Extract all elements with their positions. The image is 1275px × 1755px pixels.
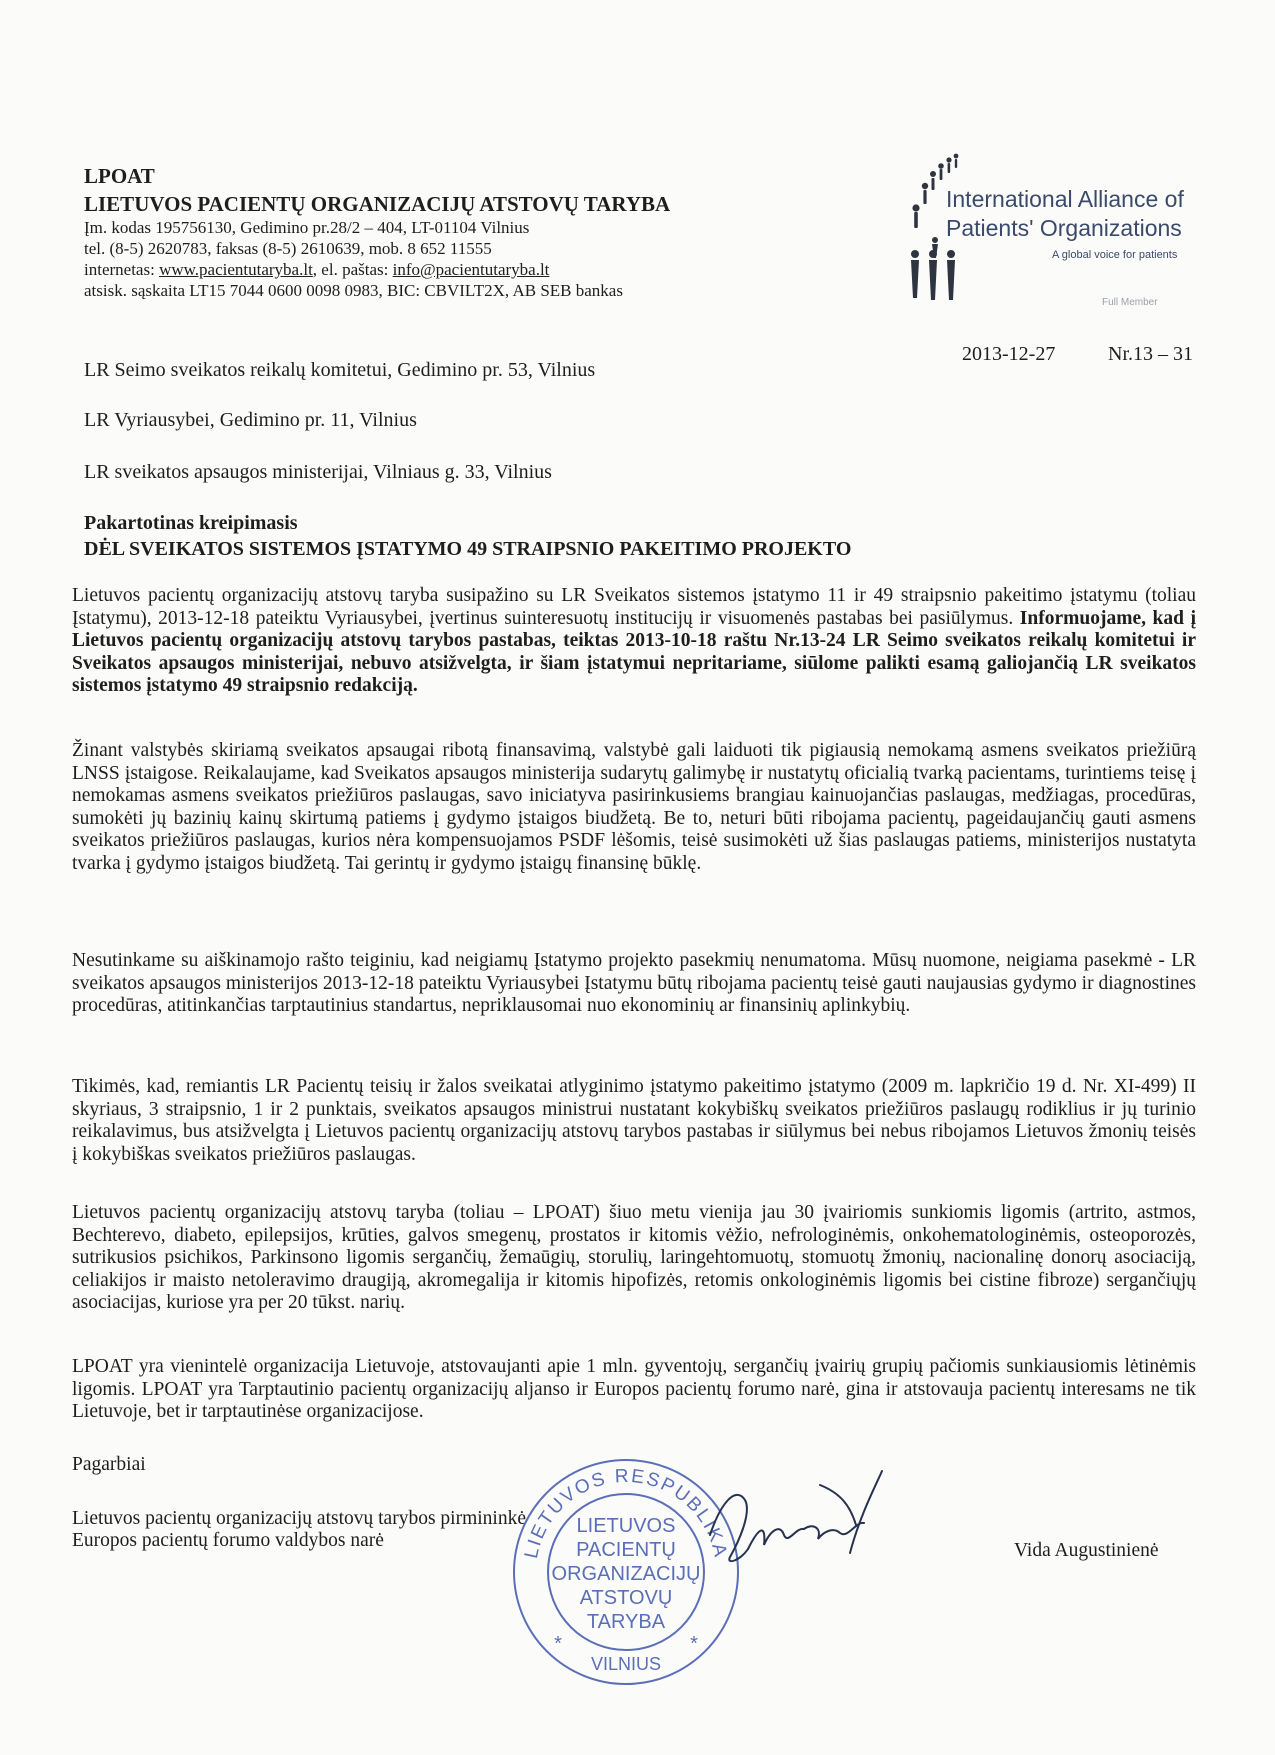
- stamp-line-2: PACIENTŲ: [576, 1539, 676, 1561]
- document-number: Nr.13 – 31: [1108, 343, 1193, 365]
- stamp-line-3: ORGANIZACIJŲ: [551, 1563, 701, 1585]
- stamp-star-left: *: [554, 1633, 562, 1655]
- org-full-name: LIETUVOS PACIENTŲ ORGANIZACIJŲ ATSTOVŲ TARYBA: [84, 192, 671, 216]
- paragraph-4: Tikimės, kad, remiantis LR Pacientų teisių ir žalos sveikatai atlyginimo įstatymo pakeitimo įstatymo (2009 m. lapkričio 19 d. Nr. XI-499) II skyriaus, 3 straipsnio, 1 ir 2 punktais, sveikatos apsaugos ministrui nustatant kokybiškų sveikatos priežiūros paslaugų rodiklius ir jų turinio reikalavimus, bus atsižvelgta į Lietuvos pacientų organizacijų atstovų tarybos pastabas ir siūlymus bei nebus ribojamos Lietuvos žmonių teisės į kokybiškas sveikatos priežiūros paslaugas.: [72, 1076, 1196, 1165]
- stamp-outer-text: LIETUVOS RESPUBLIKA: [521, 1465, 732, 1561]
- org-phones: tel. (8-5) 2620783, faksas (8-5) 2610639, mob. 8 652 11555: [84, 239, 492, 258]
- paragraph-1: [72, 585, 1196, 698]
- org-bank-account: atsisk. sąskaita LT15 7044 0600 0098 0983, BIC: CBVILT2X, AB SEB bankas: [84, 281, 623, 300]
- recipient-ministry: LR sveikatos apsaugos ministerijai, Vilniaus g. 33, Vilnius: [84, 461, 552, 483]
- paragraph-1-bold: Informuojame, kad į Lietuvos pacientų organizacijų atstovų tarybos pastabas, teiktas 2013-10-18 raštu Nr.13-24 LR Seimo sveikatos reikalų komitetui ir Sveikatos apsaugos ministerijai, nebuvo atsižvelgta, ir šiam įstatymui nepritariame, siūlome palikti esamą galiojančią LR sveikatos sistemos įstatymo 49 straipsnio redakciją.: [72, 607, 1196, 696]
- website-link[interactable]: www.pacientutaryba.lt: [159, 260, 313, 279]
- org-registration: Įm. kodas 195756130, Gedimino pr.28/2 – 404, LT-01104 Vilnius: [84, 218, 530, 237]
- signatory-role-2: Europos pacientų forumo valdybos narė: [72, 1530, 384, 1551]
- stamp-line-5: TARYBA: [586, 1611, 666, 1633]
- signatory-role: Lietuvos pacientų organizacijų atstovų tarybos pirmininkė: [72, 1508, 526, 1529]
- stamp-line-1: LIETUVOS: [576, 1515, 676, 1537]
- email-label: , el. paštas:: [312, 260, 393, 279]
- iapo-member-label: Full Member: [1102, 297, 1158, 308]
- closing-greeting: Pagarbiai: [72, 1454, 146, 1475]
- email-link[interactable]: info@pacientutaryba.lt: [392, 260, 550, 279]
- recipient-seimas: LR Seimo sveikatos reikalų komitetui, Gedimino pr. 53, Vilnius: [84, 359, 596, 381]
- subject-line1: Pakartotinas kreipimasis: [84, 512, 298, 534]
- paragraph-2: Žinant valstybės skiriamą sveikatos apsaugai ribotą finansavimą, valstybė gali laiduoti tik pigiausią nemokamą asmens sveikatos priežiūrą LNSS įstaigose. Reikalaujame, kad Sveikatos apsaugos ministerija sudarytų galimybę ir nustatytų oficialią tvarką pacientams, turintiems teisę į nemokamas asmens sveikatos priežiūros paslaugas, savo iniciatyva pasirinkusiems brangiau kainuojančias paslaugas, medžiagas, procedūras, sumokėti jų bazinių kainų skirtumą patiems į gydymo įstaigos biudžetą. Be to, neturi būti ribojama pacientų, pageidaujančių gauti asmens sveikatos priežiūros paslaugas, kurios nėra kompensuojamos PSDF lėšomis, teisė susimokėti už šias paslaugas patiems, ministerijos nustatyta tvarka į gydymo įstaigos biudžetą. Tai gerintų ir gydymo įstaigų finansinę būklę.: [72, 740, 1196, 874]
- signatory-name: Vida Augustinienė: [1014, 1540, 1159, 1561]
- subject-line2: DĖL SVEIKATOS SISTEMOS ĮSTATYMO 49 STRAIPSNIO PAKEITIMO PROJEKTO: [84, 538, 852, 560]
- iapo-name-line1: International Alliance of: [946, 186, 1184, 212]
- stamp-bottom-text: VILNIUS: [590, 1654, 662, 1674]
- internet-label: internetas:: [84, 260, 160, 279]
- iapo-name-line2: Patients' Organizations: [946, 215, 1182, 241]
- iapo-tagline: A global voice for patients: [1052, 249, 1178, 261]
- handwritten-signature: [700, 1465, 890, 1585]
- paragraph-6: LPOAT yra vienintelė organizacija Lietuvoje, atstovaujanti apie 1 mln. gyventojų, sergančių įvairių grupių pačiomis sunkiausiomis lėtinėmis ligomis. LPOAT yra Tarptautinio pacientų organizacijų aljanso ir Europos pacientų forumo narė, gina ir atstovauja pacientų interesams ne tik Lietuvoje, bet ir tarptautinėse organizacijose.: [72, 1356, 1196, 1422]
- paragraph-1-text: Lietuvos pacientų organizacijų atstovų taryba susipažino su LR Sveikatos sistemos įstatymo 11 ir 49 straipsnio pakeitimo įstatymu (toliau Įstatymu), 2013-12-18 pateiktu Vyriausybei, įvertinus suinteresuotų institucijų ir visuomenės pastabas bei pasiūlymus.: [72, 585, 1196, 629]
- recipient-government: LR Vyriausybei, Gedimino pr. 11, Vilnius: [84, 409, 417, 431]
- stamp-star-right: *: [690, 1633, 698, 1655]
- paragraph-5: Lietuvos pacientų organizacijų atstovų taryba (toliau – LPOAT) šiuo metu vienija jau 30 įvairiomis sunkiomis ligomis (artrito, astmos, Bechterevo, diabeto, epilepsijos, krūties, galvos smegenų, prostatos ir kitomis vėžio, nefrologinėmis, onkohematologinėmis, osteoporozės, sutrikusios psichikos, Parkinsono ligomis sergančių, žemaūgių, storulių, laringehtomuotų, stomuotų žmonių, nacionalinę donorų asociaciją, celiakijos ir maisto netoleravimo draugiją, akromegalija ir kitomis hipofizės, retomis onkologinėmis ligomis bei cistine fibroze) sergančiųjų asociacijas, kuriose yra per 20 tūkst. narių.: [72, 1202, 1196, 1313]
- org-abbreviation: LPOAT: [84, 164, 155, 188]
- document-date: 2013-12-27: [962, 343, 1056, 365]
- stamp-line-4: ATSTOVŲ: [579, 1587, 673, 1609]
- paragraph-3: Nesutinkame su aiškinamojo rašto teiginiu, kad neigiamų Įstatymo projekto pasekmių nenumatoma. Mūsų nuomone, neigiama pasekmė - LR sveikatos apsaugos ministerijos 2013-12-18 pateiktu Vyriausybei Įstatymu būtų ribojama pacientų teisė gauti naujausias gydymo ir diagnostines procedūras, atitinkančias tarptautinius standartus, nepriklausomai nuo ekonominių ar finansinių aplinkybių.: [72, 950, 1196, 1016]
- org-contacts: [84, 260, 549, 280]
